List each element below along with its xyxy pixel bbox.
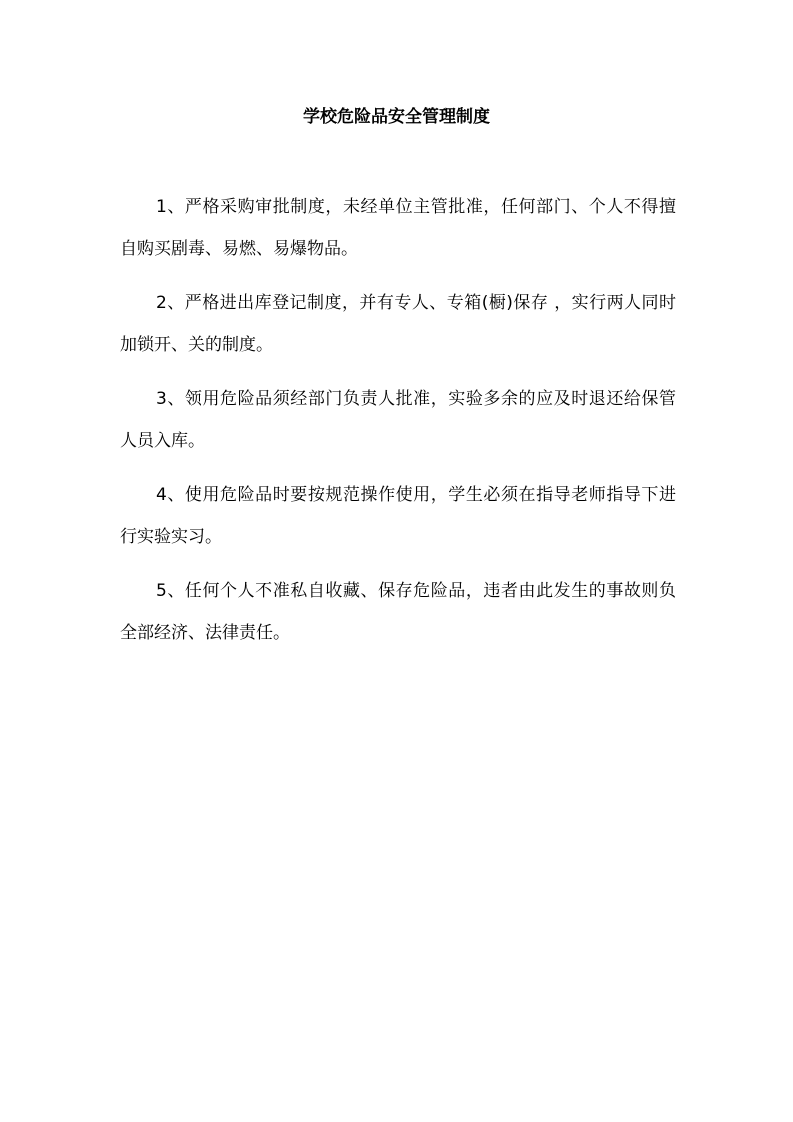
clause-3: 3、领用危险品须经部门负责人批准，实验多余的应及时退还给保管人员入库。 xyxy=(120,389,676,451)
clause-4: 4、使用危险品时要按规范操作使用，学生必须在指导老师指导下进行实验实习。 xyxy=(120,485,676,547)
document-title: 学校危险品安全管理制度 xyxy=(303,107,490,127)
clause-5: 5、任何个人不准私自收藏、保存危险品，违者由此发生的事故则负全部经济、法律责任。 xyxy=(120,581,676,643)
document-body xyxy=(120,186,676,666)
clause-2: 2、严格进出库登记制度，并有专人、专箱(橱)保存 ，实行两人同时加锁开、关的制度。 xyxy=(120,293,676,355)
clause-1: 1、严格采购审批制度，未经单位主管批准，任何部门、个人不得擅自购买剧毒、易燃、易爆物品。 xyxy=(120,197,676,259)
